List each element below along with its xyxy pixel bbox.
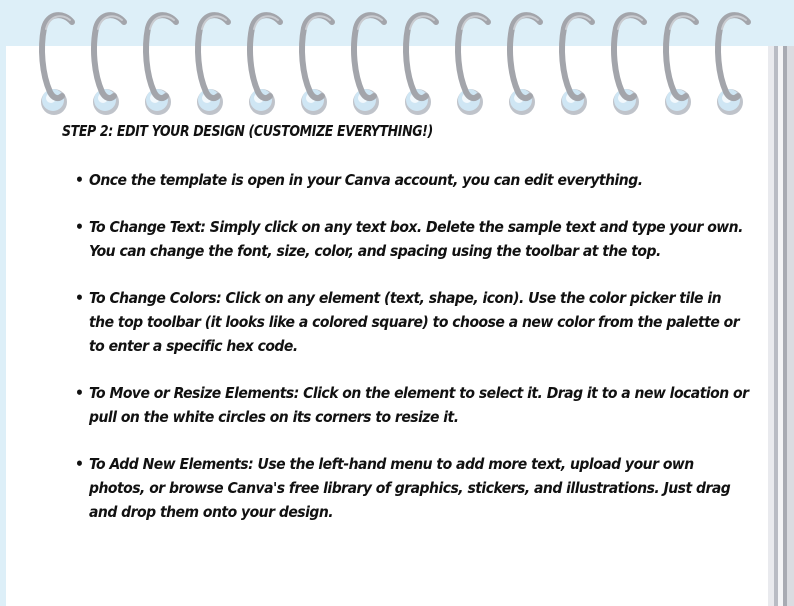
page-edge-stack [787, 46, 794, 606]
bullet-item [60, 286, 760, 358]
instructions-content [60, 122, 760, 547]
bullet-item [60, 452, 760, 524]
binding-ring [452, 8, 496, 120]
binding-ring [140, 8, 184, 120]
binding-ring [244, 8, 288, 120]
bullet-marker: • [75, 171, 84, 189]
bullet-list [60, 168, 760, 524]
bullet-item [60, 168, 760, 192]
bullet-text: Once the template is open in your Canva account, you can edit everything. [89, 171, 643, 189]
bullet-text: To Change Colors: Click on any element (text, shape, icon). Use the color picker tile in the top toolbar (it looks like a colored square) to choose a new color from the palette or to enter a specific hex code. [89, 289, 740, 355]
bullet-item [60, 215, 760, 263]
binding-ring [608, 8, 652, 120]
bullet-marker: • [75, 384, 84, 402]
binding-ring [88, 8, 132, 120]
binding-ring [660, 8, 704, 120]
bullet-text: To Move or Resize Elements: Click on the element to select it. Drag it to a new location or pull on the white circles on its corners to resize it. [89, 384, 749, 426]
bullet-text: To Add New Elements: Use the left-hand menu to add more text, upload your own photos, or browse Canva's free library of graphics, stickers, and illustrations. Just drag and drop them onto your design. [89, 455, 731, 521]
binding-ring [348, 8, 392, 120]
binding-ring [712, 8, 756, 120]
binding-ring [504, 8, 548, 120]
bullet-marker: • [75, 289, 84, 307]
bullet-marker: • [75, 218, 84, 236]
binding-ring [192, 8, 236, 120]
section-heading: STEP 2: EDIT YOUR DESIGN (CUSTOMIZE EVERYTHING!) [62, 122, 433, 140]
bullet-marker: • [75, 455, 84, 473]
spiral-binding [0, 0, 794, 120]
binding-ring [36, 8, 80, 120]
binding-ring [400, 8, 444, 120]
binding-ring [296, 8, 340, 120]
bullet-text: To Change Text: Simply click on any text box. Delete the sample text and type your own. You can change the font, size, color, and spacing using the toolbar at the top. [89, 218, 743, 260]
binding-ring [556, 8, 600, 120]
bullet-item [60, 381, 760, 429]
